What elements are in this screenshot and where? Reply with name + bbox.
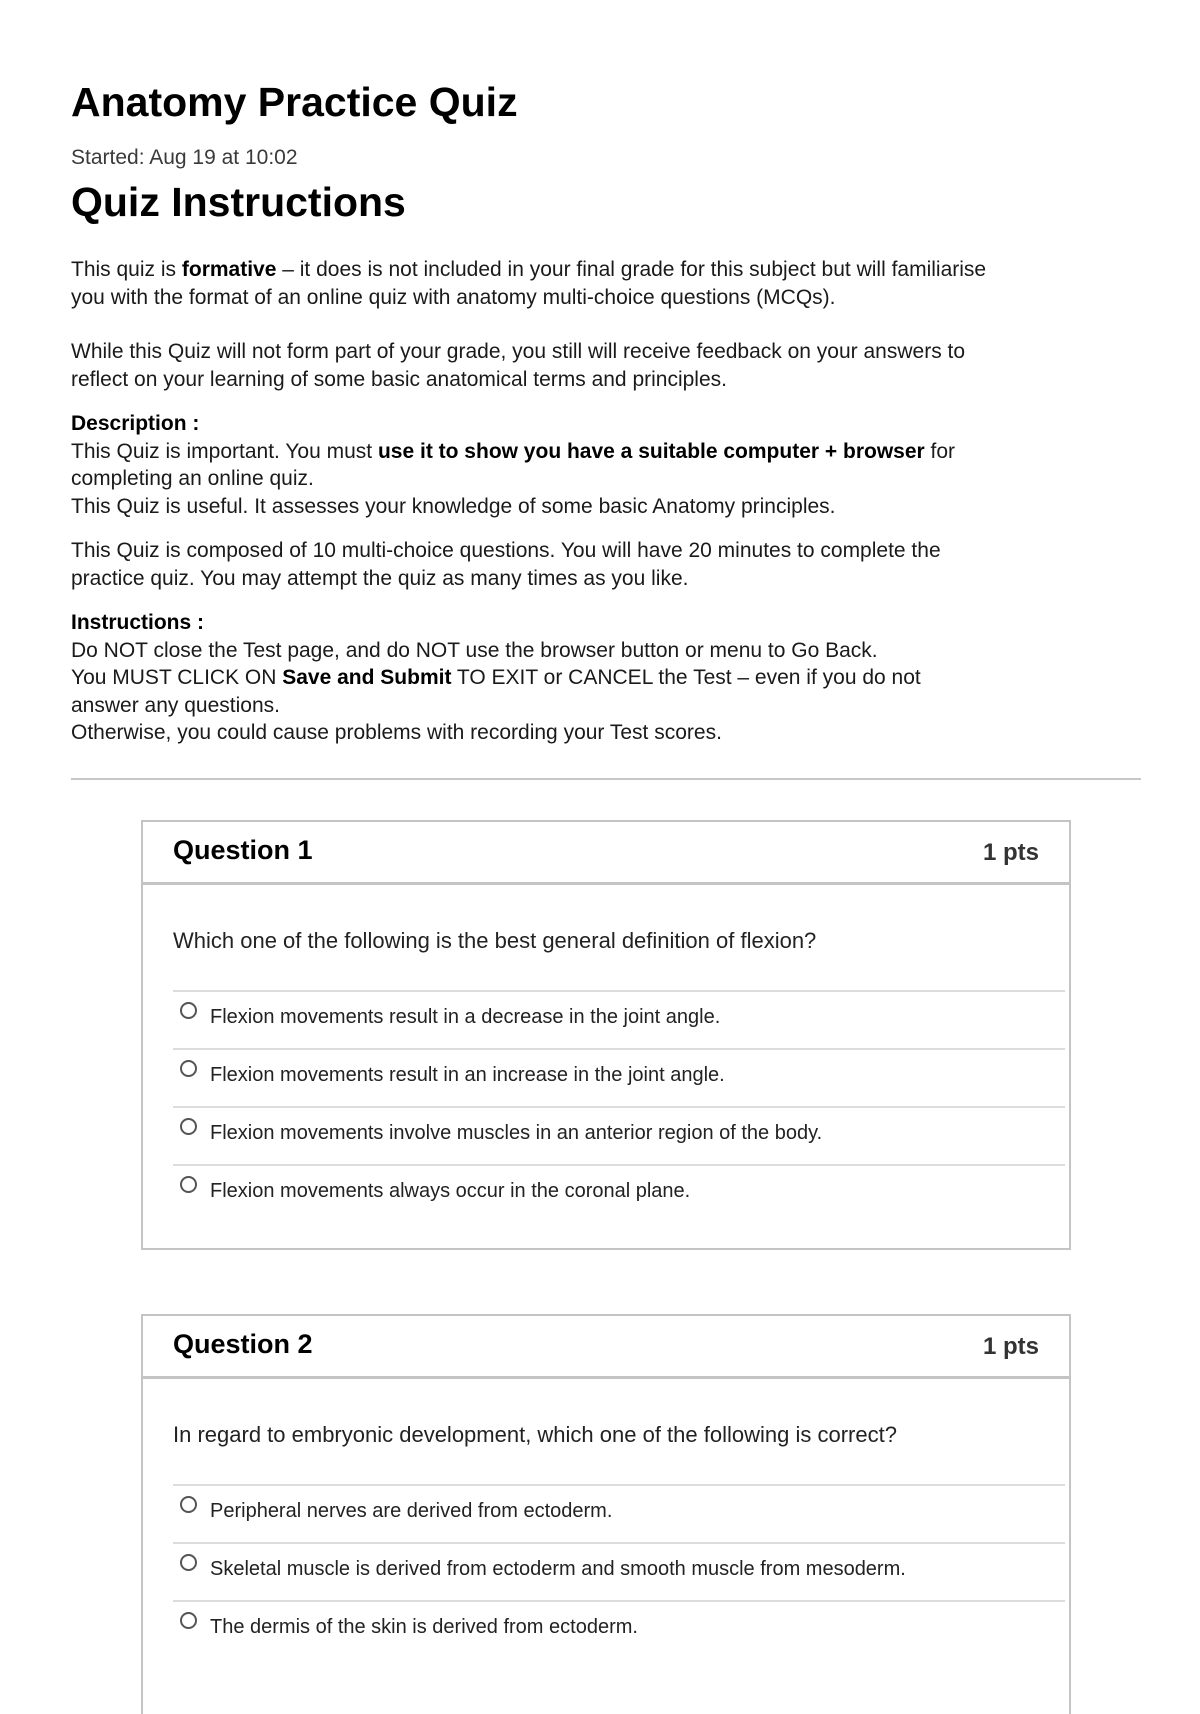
answer-label[interactable]: The dermis of the skin is derived from ectoderm. xyxy=(210,1616,638,1638)
description-line-2: completing an online quiz. xyxy=(71,467,314,490)
question-header xyxy=(143,822,1069,885)
quiz-title: Anatomy Practice Quiz xyxy=(71,79,518,125)
composition-line-1: This Quiz is composed of 10 multi-choice questions. You will have 20 minutes to complete the xyxy=(71,539,941,562)
question-text: Which one of the following is the best general definition of flexion? xyxy=(173,928,817,953)
text-segment: – it does is not included in your final grade for this subject but will familiarise xyxy=(276,258,987,281)
radio-button[interactable] xyxy=(180,1060,197,1077)
answer-option[interactable] xyxy=(173,1544,1065,1602)
radio-button[interactable] xyxy=(180,1496,197,1513)
question-title: Question 1 xyxy=(173,835,313,865)
answer-label[interactable]: Flexion movements always occur in the coronal plane. xyxy=(210,1180,691,1202)
instructions-line-4: Otherwise, you could cause problems with recording your Test scores. xyxy=(71,721,722,744)
text-segment: This Quiz is important. You must xyxy=(71,439,378,463)
question-card-1 xyxy=(141,820,1071,1250)
answer-option[interactable] xyxy=(173,992,1065,1050)
text-segment: for xyxy=(924,439,956,463)
question-card-2 xyxy=(141,1314,1071,1714)
formative-line-2: you with the format of an online quiz with anatomy multi-choice questions (MCQs). xyxy=(71,285,836,309)
question-points: 1 pts xyxy=(982,1333,1039,1360)
instructions-heading: Quiz Instructions xyxy=(71,179,406,225)
composition-line-2: practice quiz. You may attempt the quiz as many times as you like. xyxy=(71,566,689,590)
question-text: In regard to embryonic development, which one of the following is correct? xyxy=(173,1422,897,1447)
answer-option[interactable] xyxy=(173,1050,1065,1108)
answer-list xyxy=(173,990,1065,1222)
instructions-line-1: Do NOT close the Test page, and do NOT use the browser button or menu to Go Back. xyxy=(71,638,878,662)
question-header xyxy=(143,1316,1069,1379)
description-line-3: This Quiz is useful. It assesses your knowledge of some basic Anatomy principles. xyxy=(71,494,836,518)
radio-button[interactable] xyxy=(180,1118,197,1135)
text-segment: TO EXIT or CANCEL the Test – even if you do not xyxy=(451,666,921,689)
browser-emphasis: use it to show you have a suitable computer + browser xyxy=(377,439,925,463)
grade-note-line-2: reflect on your learning of some basic anatomical terms and principles. xyxy=(71,367,727,391)
answer-label[interactable]: Flexion movements result in an increase in the joint angle. xyxy=(210,1064,725,1086)
answer-label[interactable]: Flexion movements involve muscles in an anterior region of the body. xyxy=(210,1122,823,1144)
description-line-1 xyxy=(71,438,1151,466)
question-points: 1 pts xyxy=(982,839,1039,866)
answer-option[interactable] xyxy=(173,1108,1065,1166)
save-submit-emphasis: Save and Submit xyxy=(282,666,452,689)
radio-button[interactable] xyxy=(180,1002,197,1019)
answer-label[interactable]: Skeletal muscle is derived from ectoderm and smooth muscle from mesoderm. xyxy=(210,1558,906,1580)
answer-list xyxy=(173,1484,1065,1658)
instructions-line-2 xyxy=(71,664,1151,692)
started-timestamp: Started: Aug 19 at 10:02 xyxy=(71,146,298,169)
instructions-subheading xyxy=(71,609,1151,637)
answer-label[interactable]: Peripheral nerves are derived from ectoderm. xyxy=(210,1500,613,1522)
answer-label[interactable]: Flexion movements result in a decrease in the joint angle. xyxy=(210,1006,721,1028)
answer-option[interactable] xyxy=(173,1166,1065,1222)
text-segment: You MUST CLICK ON xyxy=(71,666,283,689)
question-title: Question 2 xyxy=(173,1329,313,1359)
radio-button[interactable] xyxy=(180,1554,197,1571)
description-heading xyxy=(71,410,1151,438)
radio-button[interactable] xyxy=(180,1612,197,1629)
instructions-subheading-text: Instructions : xyxy=(71,611,205,634)
description-heading-text: Description : xyxy=(71,412,200,435)
answer-option[interactable] xyxy=(173,1486,1065,1544)
grade-note-line-1: While this Quiz will not form part of your grade, you still will receive feedback on your answers to xyxy=(71,340,966,363)
instructions-body xyxy=(71,256,1151,747)
formative-line-1 xyxy=(71,256,1151,284)
section-divider xyxy=(71,778,1141,780)
answer-option[interactable] xyxy=(173,1602,1065,1658)
instructions-line-3: answer any questions. xyxy=(71,693,280,717)
formative-emphasis: formative xyxy=(181,258,277,281)
text-segment: This quiz is xyxy=(71,258,182,281)
radio-button[interactable] xyxy=(180,1176,197,1193)
